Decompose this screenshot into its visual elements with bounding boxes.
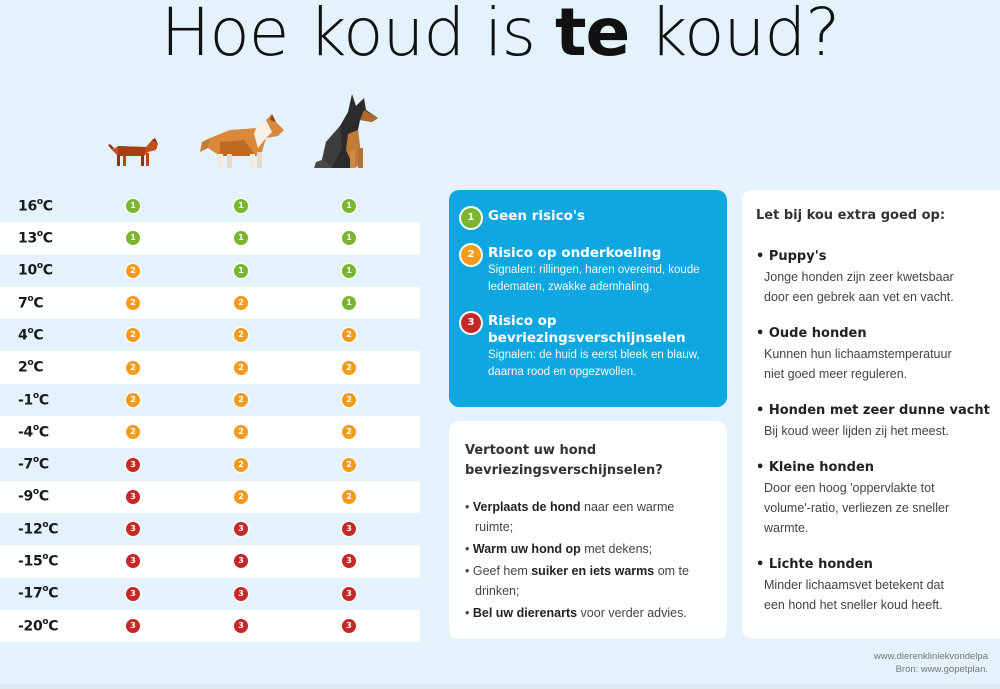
table-row [0,351,420,383]
temperature-label: 16$^o$C [18,196,53,215]
temperature-label: -20$^o$C [18,616,59,635]
risk-badge-large-dog: 2 [342,425,356,439]
tip-item: • Puppy's Jonge honden zijn zeer kwetsbaar door een gebrek aan vet en vacht. [756,249,954,304]
risk-badge-medium-dog: 2 [234,361,248,375]
risk-badge-small-dog: 3 [126,619,140,633]
risk-badge-1: 1 [461,208,481,228]
tip-item: • Oude honden Kunnen hun lichaamstemperatuur niet goed meer reguleren. [756,326,952,381]
risk-badge-small-dog: 2 [126,361,140,375]
risk-badge-medium-dog: 3 [234,522,248,536]
risk-badge-large-dog: 1 [342,264,356,278]
legend-description: Signalen: de huid is eerst bleek en blauw, daarna rood en opgezwollen. [488,349,700,378]
risk-badge-large-dog: 2 [342,393,356,407]
table-row [0,190,420,222]
page-title: Hoe koud is te koud? [160,0,840,71]
table-row [0,416,420,448]
tip-item: • Kleine honden Door een hoog 'oppervlakte tot volume'-ratio, verliezen ze sneller warmte. [756,460,950,535]
risk-legend-panel [449,190,727,407]
table-row [0,513,420,545]
temperature-label: -17$^o$C [18,584,59,603]
risk-badge-small-dog: 2 [126,296,140,310]
temperature-label: -15$^o$C [18,552,59,570]
footer-website: www.dierenkliniekvondelpa [873,651,988,662]
risk-badge-medium-dog: 3 [234,554,248,568]
large-dog-illustration [312,90,384,170]
legend-description: Signalen: rillingen, haren overeind, koude ledematen, zwakke ademhaling. [488,264,700,293]
footer-credits [874,650,988,676]
risk-badge-small-dog: 3 [126,458,140,472]
risk-badge-large-dog: 3 [342,587,356,601]
table-row [0,255,420,287]
legend-title: Geen risico's [488,208,586,224]
temperature-risk-table [0,190,420,642]
temperature-label: -7$^o$C [18,455,49,473]
table-row [0,610,420,642]
temperature-label: -12$^o$C [18,519,59,538]
legend-title: Risico op onderkoeling [488,245,662,261]
legend-item-2 [461,245,715,296]
table-row [0,578,420,610]
risk-badge-large-dog: 2 [342,490,356,504]
risk-badge-large-dog: 3 [342,554,356,568]
risk-badge-large-dog: 1 [342,231,356,245]
risk-badge-medium-dog: 2 [234,393,248,407]
risk-badge-3: 3 [461,313,481,333]
temperature-label: 13$^o$C [18,229,53,247]
risk-badge-large-dog: 1 [342,296,356,310]
temperature-label: -4$^o$C [18,422,49,441]
risk-badge-small-dog: 1 [126,199,140,213]
legend-item-1 [461,208,715,228]
dog-illustrations [0,88,420,178]
temperature-label: -1$^o$C [18,390,49,409]
risk-badge-medium-dog: 2 [234,296,248,310]
risk-badge-medium-dog: 3 [234,587,248,601]
table-row [0,545,420,577]
table-row [0,481,420,513]
list-item: • Verplaats de hond naar een warme ruimte; [465,500,675,534]
table-row [0,384,420,416]
risk-badge-medium-dog: 1 [234,199,248,213]
list-item: • Bel uw dierenarts voor verder advies. [465,606,687,620]
risk-badge-medium-dog: 2 [234,458,248,472]
temperature-label: 7$^o$C [18,293,44,312]
risk-badge-small-dog: 3 [126,587,140,601]
risk-badge-medium-dog: 2 [234,490,248,504]
bottom-divider [0,684,1000,689]
risk-badge-medium-dog: 2 [234,328,248,342]
medium-dog-illustration [200,112,286,170]
frostbite-advice-card [449,421,727,639]
risk-badge-small-dog: 1 [126,231,140,245]
temperature-label: 10$^o$C [18,261,53,280]
table-row [0,222,420,254]
temperature-label: -9$^o$C [18,487,49,506]
table-row [0,319,420,351]
risk-badge-small-dog: 2 [126,393,140,407]
risk-badge-small-dog: 2 [126,328,140,342]
legend-title: Risico op bevriezingsverschijnselen [488,313,686,346]
frostbite-list [465,497,711,623]
temperature-label: 2$^o$C [18,358,44,376]
table-row [0,287,420,319]
risk-badge-medium-dog: 1 [234,231,248,245]
list-item: • Warm uw hond op met dekens; [465,542,653,556]
extra-care-heading: Let bij kou extra goed op: [756,208,946,223]
risk-badge-large-dog: 2 [342,361,356,375]
small-dog-illustration [108,136,160,170]
risk-badge-small-dog: 3 [126,490,140,504]
frostbite-heading: Vertoont uw hond bevriezingsverschijnselen? [465,443,663,478]
risk-badge-large-dog: 2 [342,458,356,472]
table-row [0,448,420,480]
risk-badge-2: 2 [461,245,481,265]
risk-badge-small-dog: 3 [126,522,140,536]
risk-badge-small-dog: 3 [126,554,140,568]
risk-badge-medium-dog: 3 [234,619,248,633]
footer-source: Bron: www.gopetplan. [895,664,988,675]
extra-care-card [742,190,1000,639]
risk-badge-small-dog: 2 [126,425,140,439]
risk-badge-medium-dog: 1 [234,264,248,278]
risk-badge-large-dog: 2 [342,328,356,342]
legend-item-3 [461,313,715,381]
risk-badge-small-dog: 2 [126,264,140,278]
tip-item: • Lichte honden Minder lichaamsvet betekent dat een hond het sneller koud heeft. [756,557,944,612]
risk-badge-medium-dog: 2 [234,425,248,439]
temperature-label: 4$^o$C [18,326,44,344]
list-item: • Geef hem suiker en iets warms om te drinken; [465,564,689,598]
tip-item: • Honden met zeer dunne vacht Bij koud weer lijden zij het meest. [756,403,990,438]
risk-badge-large-dog: 1 [342,199,356,213]
risk-badge-large-dog: 3 [342,522,356,536]
risk-badge-large-dog: 3 [342,619,356,633]
